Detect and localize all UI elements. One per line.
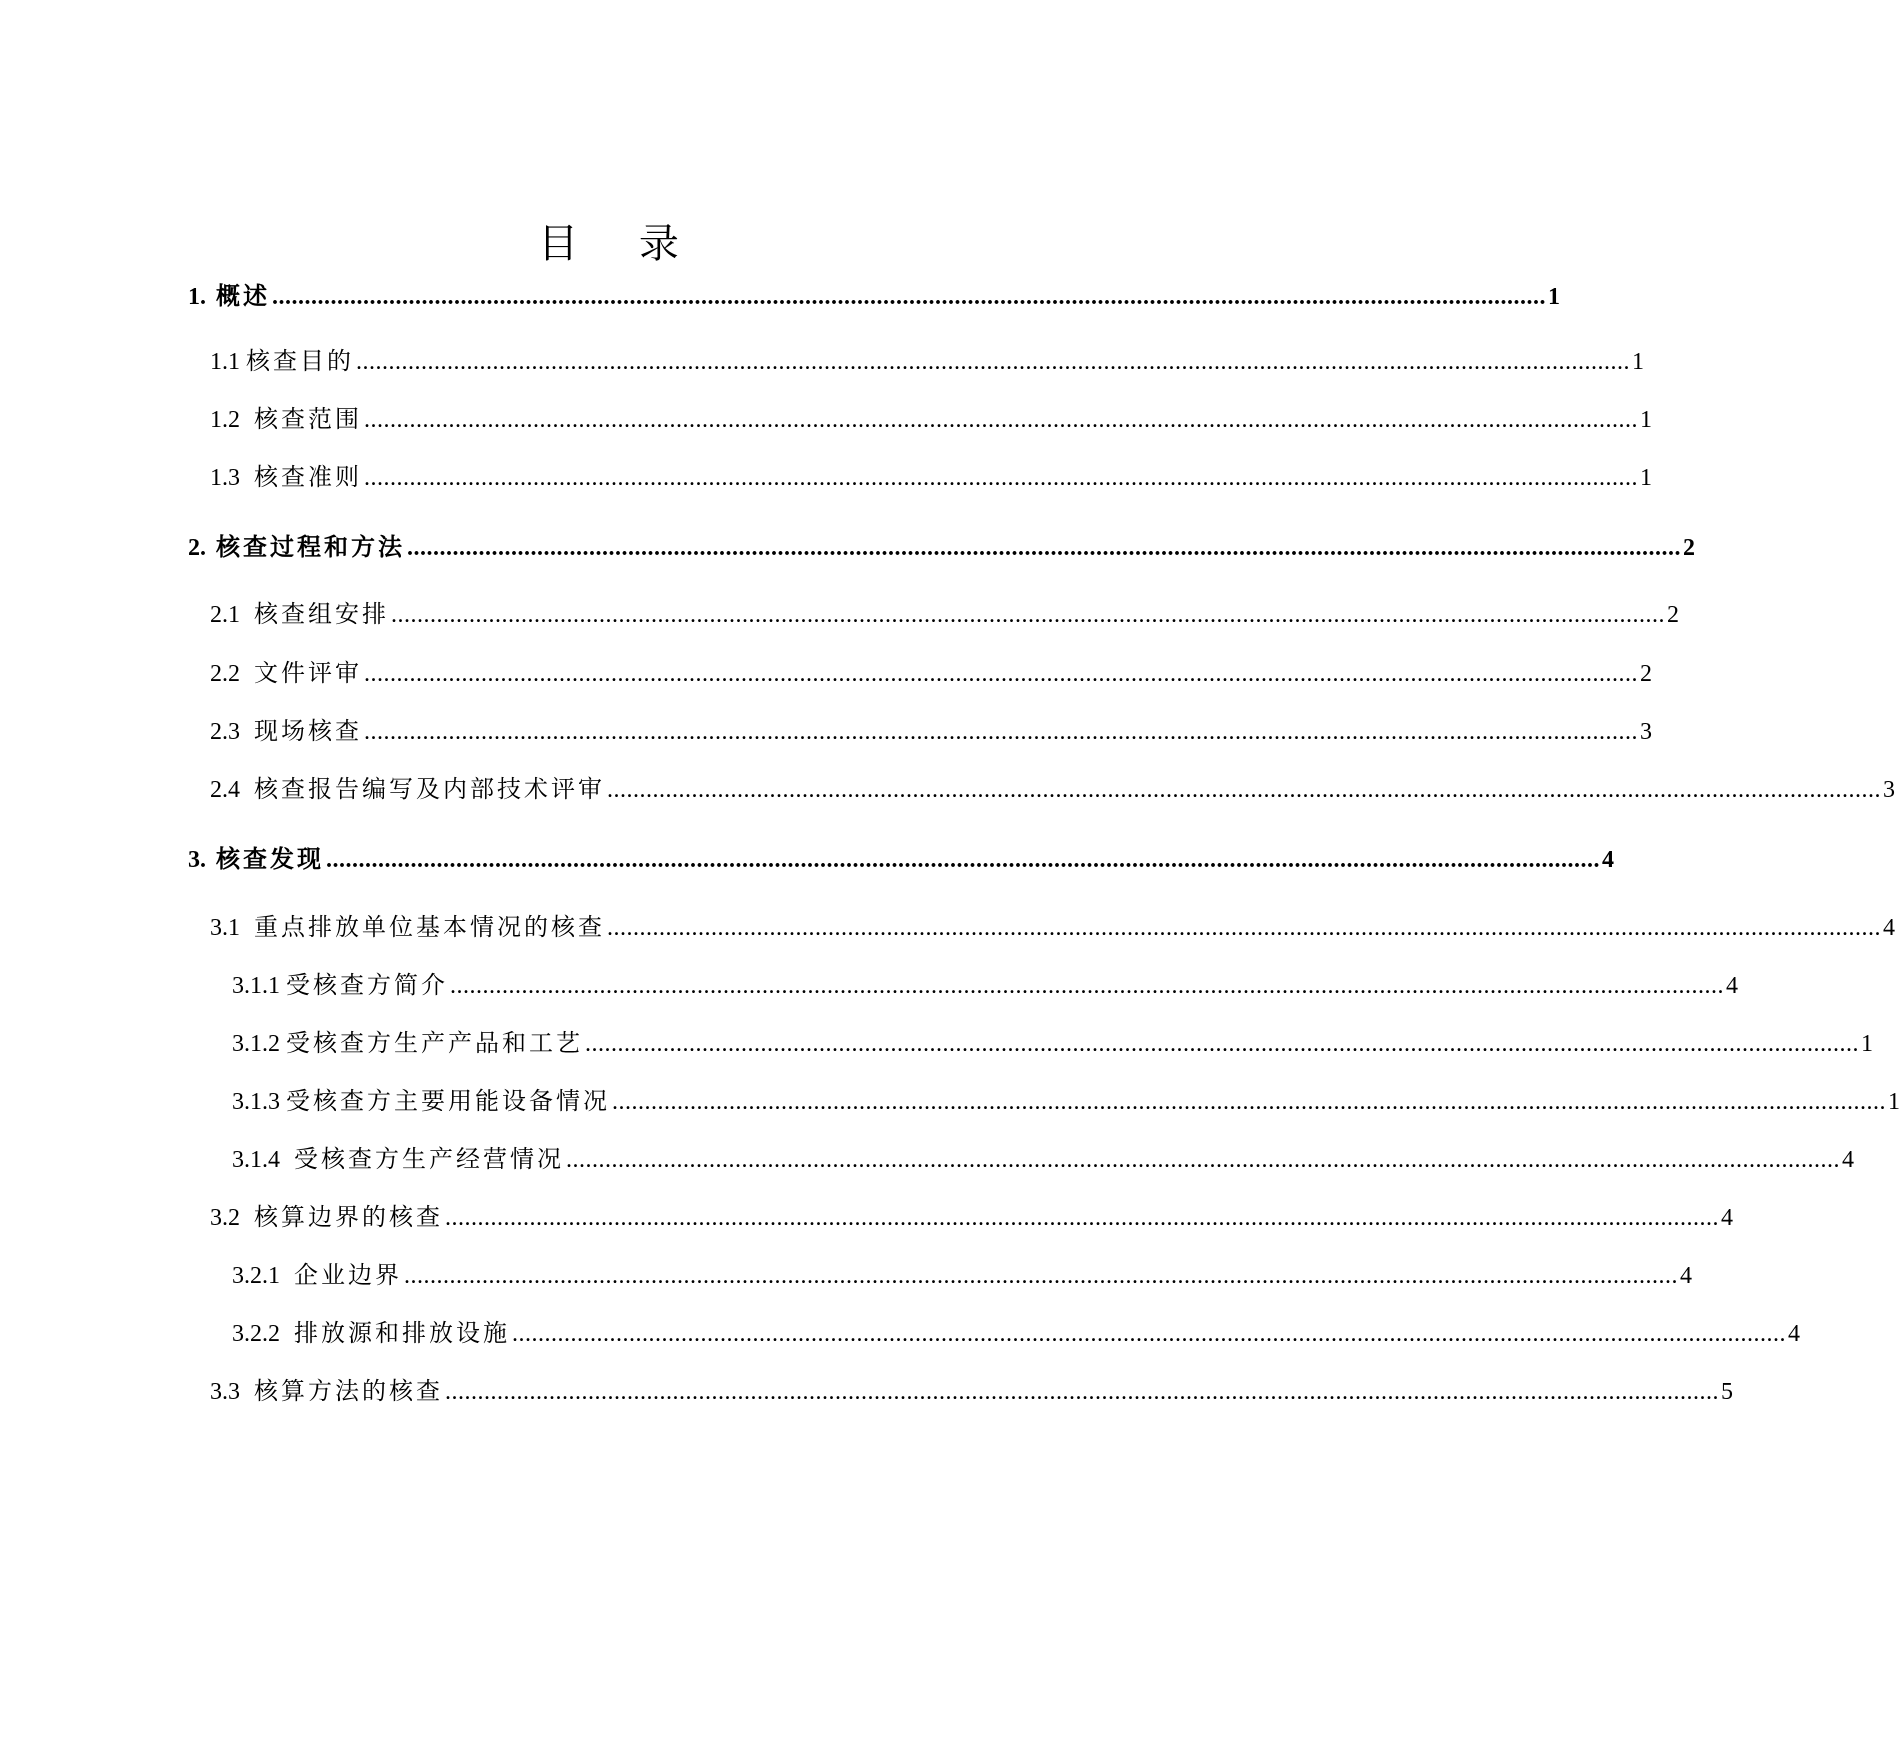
toc-entry-2-2[interactable] [210, 655, 1652, 691]
toc-entry-number: 3.1.3 [232, 1089, 280, 1115]
toc-entry-number: 3.2 [210, 1205, 240, 1231]
toc-entry-page: 4 [1721, 1205, 1733, 1231]
toc-entry-number: 2.1 [210, 602, 240, 628]
toc-leader-dots: .................................................................................................................................................................................................... [445, 1205, 1719, 1231]
toc-entry-label: 核查组安排 [254, 600, 389, 628]
toc-entry-label: 核算方法的核查 [254, 1377, 443, 1405]
toc-entry-2-4[interactable] [210, 771, 1895, 807]
toc-entry-page: 4 [1602, 847, 1614, 873]
toc-entry-number: 3.1 [210, 915, 240, 941]
toc-entry-2-3[interactable] [210, 713, 1652, 749]
toc-entry-number: 1.2 [210, 407, 240, 433]
toc-entry-page: 5 [1721, 1379, 1733, 1405]
toc-entry-2[interactable] [188, 529, 1695, 565]
toc-entry-page: 1 [1640, 407, 1652, 433]
toc-entry-page: 4 [1680, 1263, 1692, 1289]
toc-leader-dots: .................................................................................................................................................................................................... [612, 1089, 1886, 1115]
toc-entry-label: 概述 [216, 282, 270, 310]
toc-entry-2-1[interactable] [210, 596, 1679, 632]
toc-entry-label: 核算边界的核查 [254, 1203, 443, 1231]
page-title: 目 录 [538, 221, 703, 267]
toc-entry-3-1-4[interactable] [232, 1141, 1854, 1177]
toc-entry-number: 3.1.2 [232, 1031, 280, 1057]
toc-entry-label: 核查过程和方法 [216, 533, 405, 561]
toc-entry-number: 3.2.2 [232, 1321, 280, 1347]
toc-entry-1-1[interactable] [210, 343, 1644, 379]
toc-entry-page: 4 [1726, 973, 1738, 999]
toc-leader-dots: .................................................................................................................................................................................................... [364, 407, 1638, 433]
toc-entry-page: 4 [1788, 1321, 1800, 1347]
toc-entry-number: 2.3 [210, 719, 240, 745]
toc-leader-dots: .................................................................................................................................................................................................... [607, 915, 1881, 941]
toc-entry-label: 重点排放单位基本情况的核查 [254, 913, 605, 941]
toc-entry-label: 现场核查 [254, 717, 362, 745]
toc-entry-page: 1 [1548, 284, 1560, 310]
toc-entry-3-1-1[interactable] [232, 967, 1738, 1003]
toc-leader-dots: .................................................................................................................................................................................................... [404, 1263, 1678, 1289]
toc-entry-number: 2.4 [210, 777, 240, 803]
toc-entry-3[interactable] [188, 841, 1614, 877]
toc-entry-1-2[interactable] [210, 401, 1652, 437]
toc-entry-label: 核查发现 [216, 845, 324, 873]
toc-entry-number: 3.3 [210, 1379, 240, 1405]
toc-entry-1-3[interactable] [210, 459, 1652, 495]
toc-leader-dots: .................................................................................................................................................................................................... [566, 1147, 1840, 1173]
toc-entry-page: 4 [1883, 915, 1895, 941]
toc-leader-dots: .................................................................................................................................................................................................... [445, 1379, 1719, 1405]
toc-entry-1[interactable] [188, 278, 1560, 314]
toc-entry-label: 核查目的 [246, 347, 354, 375]
toc-leader-dots: .................................................................................................................................................................................................... [364, 719, 1638, 745]
toc-entry-label: 企业边界 [294, 1261, 402, 1289]
toc-entry-label: 核查准则 [254, 463, 362, 491]
toc-leader-dots: .................................................................................................................................................................................................... [272, 284, 1546, 310]
toc-leader-dots: .................................................................................................................................................................................................... [326, 847, 1600, 873]
toc-entry-3-3[interactable] [210, 1373, 1733, 1409]
toc-leader-dots: .................................................................................................................................................................................................... [585, 1031, 1859, 1057]
toc-entry-3-1-2[interactable] [232, 1025, 1873, 1061]
toc-entry-page: 1 [1888, 1089, 1900, 1115]
toc-entry-page: 1 [1861, 1031, 1873, 1057]
toc-entry-number: 1.1 [210, 349, 240, 375]
toc-entry-label: 受核查方简介 [286, 971, 448, 999]
toc-entry-3-2-1[interactable] [232, 1257, 1692, 1293]
toc-entry-number: 3. [188, 847, 206, 873]
toc-entry-number: 1.3 [210, 465, 240, 491]
toc-entry-3-1-3[interactable] [232, 1083, 1900, 1119]
toc-entry-number: 1. [188, 284, 206, 310]
toc-entry-label: 受核查方主要用能设备情况 [286, 1087, 610, 1115]
toc-entry-page: 3 [1640, 719, 1652, 745]
toc-entry-page: 3 [1883, 777, 1895, 803]
toc-leader-dots: .................................................................................................................................................................................................... [450, 973, 1724, 999]
toc-entry-number: 3.2.1 [232, 1263, 280, 1289]
toc-entry-3-2-2[interactable] [232, 1315, 1800, 1351]
toc-leader-dots: .................................................................................................................................................................................................... [356, 349, 1630, 375]
toc-entry-number: 2. [188, 535, 206, 561]
toc-entry-label: 核查报告编写及内部技术评审 [254, 775, 605, 803]
toc-entry-3-1[interactable] [210, 909, 1895, 945]
toc-leader-dots: .................................................................................................................................................................................................... [607, 777, 1881, 803]
toc-entry-3-2[interactable] [210, 1199, 1733, 1235]
toc-leader-dots: .................................................................................................................................................................................................... [391, 602, 1665, 628]
toc-entry-page: 1 [1640, 465, 1652, 491]
toc-entry-label: 核查范围 [254, 405, 362, 433]
toc-entry-number: 3.1.4 [232, 1147, 280, 1173]
toc-leader-dots: .................................................................................................................................................................................................... [512, 1321, 1786, 1347]
toc-entry-label: 文件评审 [254, 659, 362, 687]
toc-entry-page: 4 [1842, 1147, 1854, 1173]
toc-entry-page: 2 [1667, 602, 1679, 628]
toc-entry-page: 1 [1632, 349, 1644, 375]
toc-entry-page: 2 [1640, 661, 1652, 687]
toc-entry-number: 3.1.1 [232, 973, 280, 999]
toc-leader-dots: .................................................................................................................................................................................................... [407, 535, 1681, 561]
toc-entry-label: 受核查方生产产品和工艺 [286, 1029, 583, 1057]
toc-entry-label: 排放源和排放设施 [294, 1319, 510, 1347]
toc-entry-number: 2.2 [210, 661, 240, 687]
toc-entry-page: 2 [1683, 535, 1695, 561]
toc-leader-dots: .................................................................................................................................................................................................... [364, 661, 1638, 687]
toc-leader-dots: .................................................................................................................................................................................................... [364, 465, 1638, 491]
toc-entry-label: 受核查方生产经营情况 [294, 1145, 564, 1173]
